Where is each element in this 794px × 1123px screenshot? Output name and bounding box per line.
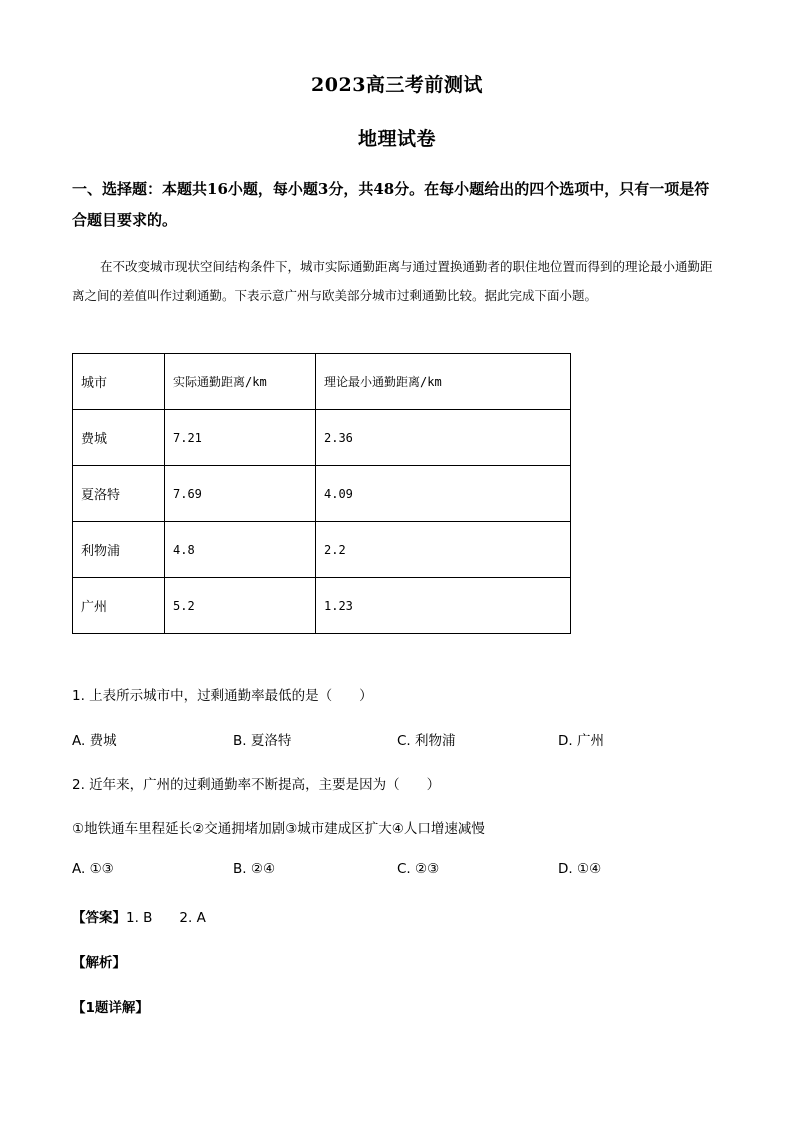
question-1-option-c[interactable]: C. 利物浦 <box>397 733 456 749</box>
table-cell: 费城 <box>73 410 165 466</box>
question-1-option-a[interactable]: A. 费城 <box>72 733 117 749</box>
question-1-option-d[interactable]: D. 广州 <box>558 733 604 749</box>
intro-paragraph: 在不改变城市现状空间结构条件下，城市实际通勤距离与通过置换通勤者的职住地位置而得到的理论最小通勤距离之间的差值叫作过剩通勤。下表示意广州与欧美部分城市过剩通勤比较。据此完成下面小题。 <box>72 259 713 303</box>
table-cell: 7.69 <box>165 466 316 522</box>
table-cell: 夏洛特 <box>73 466 165 522</box>
table-cell: 1.23 <box>316 578 571 634</box>
table-cell: 7.21 <box>165 410 316 466</box>
question-2-option-c[interactable]: C. ②③ <box>397 861 440 877</box>
detail-label: 【1题详解】 <box>72 1000 149 1016</box>
table-cell: 2.2 <box>316 522 571 578</box>
table-row <box>73 522 571 578</box>
question-1-stem: 1. 上表所示城市中，过剩通勤率最低的是（ ） <box>72 688 373 704</box>
answer-line <box>72 906 206 926</box>
table-cell: 2.36 <box>316 410 571 466</box>
question-2-option-d[interactable]: D. ①④ <box>558 861 602 877</box>
table-header-cell: 实际通勤距离/km <box>165 354 316 410</box>
table-cell: 广州 <box>73 578 165 634</box>
table-cell: 4.09 <box>316 466 571 522</box>
table-header-row <box>73 354 571 410</box>
answer-value: 1. B 2. A <box>126 910 206 926</box>
question-2-option-a[interactable]: A. ①③ <box>72 861 114 877</box>
question-1-option-b[interactable]: B. 夏洛特 <box>233 733 292 749</box>
question-2-statements: ①地铁通车里程延长②交通拥堵加剧③城市建成区扩大④人口增速减慢 <box>72 821 485 837</box>
commute-table <box>72 353 571 634</box>
question-2-stem: 2. 近年来，广州的过剩通勤率不断提高，主要是因为（ ） <box>72 777 441 793</box>
table-row <box>73 466 571 522</box>
section-heading: 一、选择题：本题共16小题，每小题3分，共48分。在每小题给出的四个选项中，只有一项是符合题目要求的。 <box>72 180 710 229</box>
question-2-option-b[interactable]: B. ②④ <box>233 861 276 877</box>
table-cell: 4.8 <box>165 522 316 578</box>
table-row <box>73 578 571 634</box>
table-row <box>73 410 571 466</box>
table-cell: 5.2 <box>165 578 316 634</box>
table-cell: 利物浦 <box>73 522 165 578</box>
table-header-cell: 理论最小通勤距离/km <box>316 354 571 410</box>
table-header-cell: 城市 <box>73 354 165 410</box>
exam-title: 2023高三考前测试 <box>311 74 483 96</box>
exam-subtitle: 地理试卷 <box>357 128 436 150</box>
analysis-label: 【解析】 <box>72 955 126 971</box>
answer-label: 【答案】 <box>72 910 126 926</box>
